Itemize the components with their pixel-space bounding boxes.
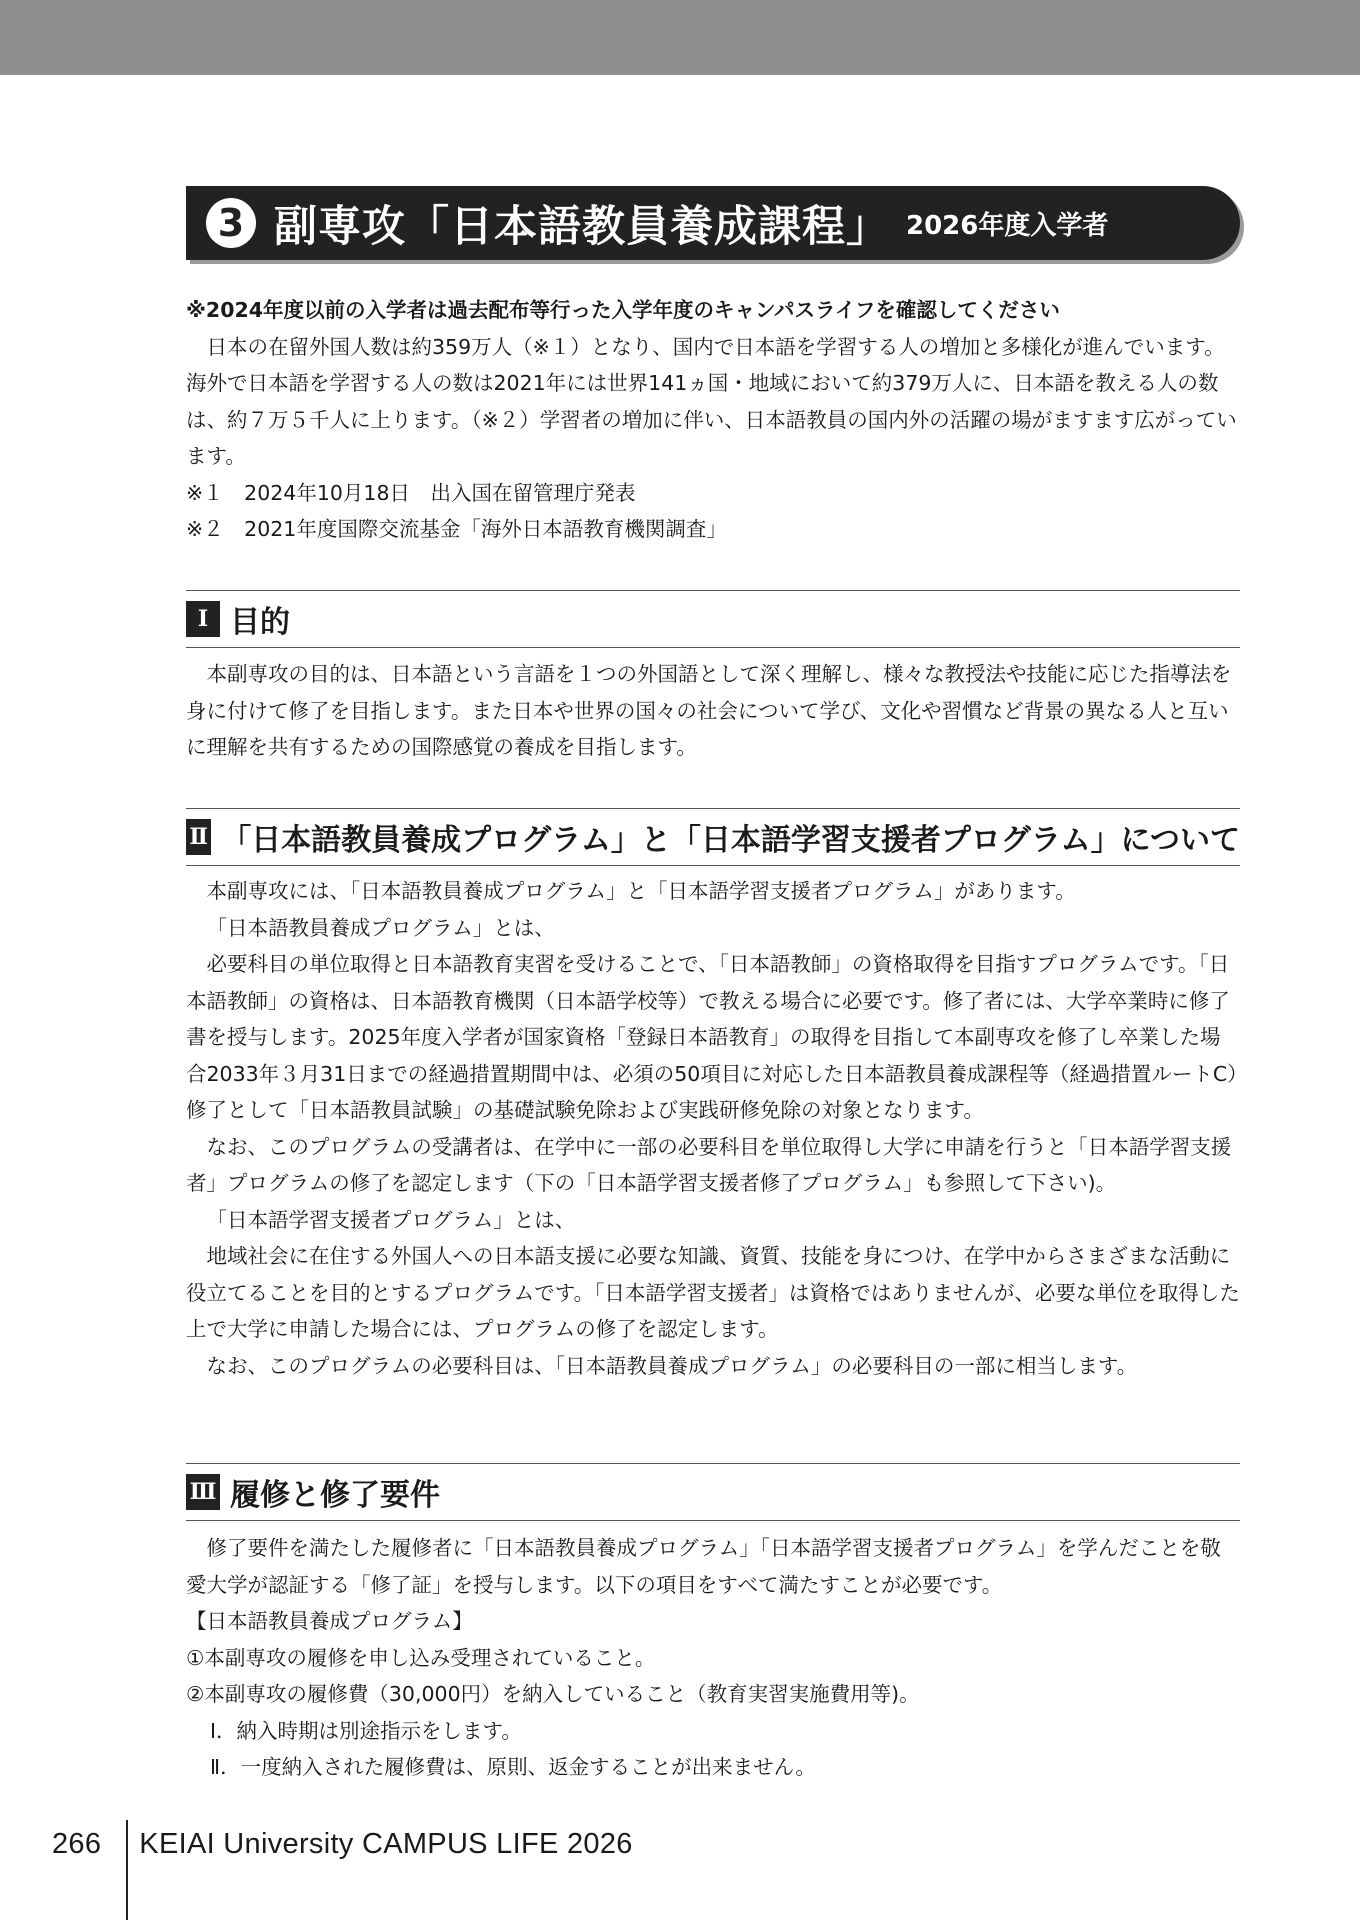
publication-title: KEIAI University CAMPUS LIFE 2026 — [139, 1828, 633, 1860]
section-3-title: 履修と修了要件 — [230, 1478, 440, 1513]
section-3-number: Ⅲ — [186, 1474, 220, 1510]
requirement-item-1: ①本副専攻の履修を申し込み受理されていること。 — [186, 1645, 656, 1670]
intro-block — [186, 292, 1240, 548]
page-number: 266 — [52, 1828, 102, 1860]
section-2-number: Ⅱ — [186, 819, 211, 855]
program-label: 【日本語教員養成プログラム】 — [186, 1609, 473, 1633]
section-3-body — [186, 1530, 1240, 1786]
chapter-subtitle: 2026年度入学者 — [906, 210, 1109, 241]
top-gray-bar — [0, 0, 1360, 75]
section-2-paragraph-5: 「日本語学習支援者プログラム」とは、 — [206, 1207, 576, 1232]
section-2-paragraph-7: なお、このプログラムの必要科目は、「日本語教員養成プログラム」の必要科目の一部に相当します。 — [206, 1353, 1138, 1378]
section-1-title: 目的 — [230, 605, 290, 640]
section-2-paragraph-2: 「日本語教員養成プログラム」とは、 — [206, 915, 555, 940]
section-2-heading — [186, 808, 1240, 866]
intro-footnote-2: ※２ 2021年度国際交流基金「海外日本語教育機関調査」 — [186, 517, 727, 541]
chapter-number-badge: 3 — [206, 198, 256, 248]
page-footer — [52, 1828, 633, 1861]
section-2-paragraph-3: 必要科目の単位取得と日本語教育実習を受けることで、「日本語教師」の資格取得を目指すプログラムです。「日本語教師」の資格は、日本語教育機関（日本語学校等）で教える場合に必要です。修了者には、大学卒業時に修了書を授与します。2025年度入学者が国家資格「登録日本語教育」の取得を目指して本副専攻を修了し卒業した場合2033年３月31日までの経過措置期間中は、必須の50項目に対応した日本語教員養成課程等（経過措置ルートC）修了として「日本語教員試験」の基礎試験免除および実践研修免除の対象となります。 — [186, 952, 1238, 1122]
section-1-heading — [186, 590, 1240, 648]
section-1-body — [186, 656, 1240, 766]
section-2-body — [186, 873, 1240, 1384]
requirement-item-2: ②本副専攻の履修費（30,000円）を納入していること（教育実習実施費用等)。 — [186, 1682, 920, 1706]
requirement-sub-item-1: Ⅰ．納入時期は別途指示をします。 — [210, 1718, 522, 1743]
intro-paragraph: 日本の在留外国人数は約359万人（※１）となり、国内で日本語を学習する人の増加と多様化が進んでいます。海外で日本語を学習する人の数は2021年には世界141ヵ国・地域において約379万人に、日本語を教える人の数は、約７万５千人に上ります。（※２）学習者の増加に伴い、日本語教員の国内外の活躍の場がますます広がっています。 — [186, 334, 1237, 468]
section-2-title: 「日本語教員養成プログラム」と「日本語学習支援者プログラム」について — [221, 823, 1240, 858]
intro-footnote-1: ※１ 2024年10月18日 出入国在留管理庁発表 — [186, 480, 636, 505]
section-3-heading — [186, 1463, 1240, 1521]
section-2-paragraph-1: 本副専攻には、「日本語教員養成プログラム」と「日本語学習支援者プログラム」があります。 — [206, 879, 1076, 903]
section-2-paragraph-4: なお、このプログラムの受講者は、在学中に一部の必要科目を単位取得し大学に申請を行うと「日本語学習支援者」プログラムの修了を認定します（下の「日本語学習支援者修了プログラム」も参照して下さい)。 — [186, 1134, 1232, 1195]
section-1-number: Ⅰ — [186, 601, 220, 637]
section-3-paragraph: 修了要件を満たした履修者に「日本語教員養成プログラム」「日本語学習支援者プログラム」を学んだことを敬愛大学が認証する「修了証」を授与します。以下の項目をすべて満たすことが必要です。 — [186, 1536, 1221, 1597]
section-2-paragraph-6: 地域社会に在住する外国人への日本語支援に必要な知識、資質、技能を身につけ、在学中からさまざまな活動に役立てることを目的とするプログラムです。「日本語学習支援者」は資格ではありませんが、必要な単位を取得した上で大学に申請した場合には、プログラムの修了を認定します。 — [186, 1244, 1240, 1341]
chapter-title: 副専攻「日本語教員養成課程」 — [274, 201, 890, 252]
requirement-sub-item-2: Ⅱ．一度納入された履修費は、原則、返金することが出来ません。 — [210, 1755, 816, 1779]
section-1-paragraph: 本副専攻の目的は、日本語という言語を１つの外国語として深く理解し、様々な教授法や技能に応じた指導法を身に付けて修了を目指します。また日本や世界の国々の社会について学び、文化や習慣など背景の異なる人と互いに理解を共有するための国際感覚の養成を目指します。 — [186, 662, 1232, 759]
intro-notice: ※2024年度以前の入学者は過去配布等行った入学年度のキャンパスライフを確認してください — [186, 298, 1060, 322]
chapter-title-banner — [186, 186, 1240, 260]
